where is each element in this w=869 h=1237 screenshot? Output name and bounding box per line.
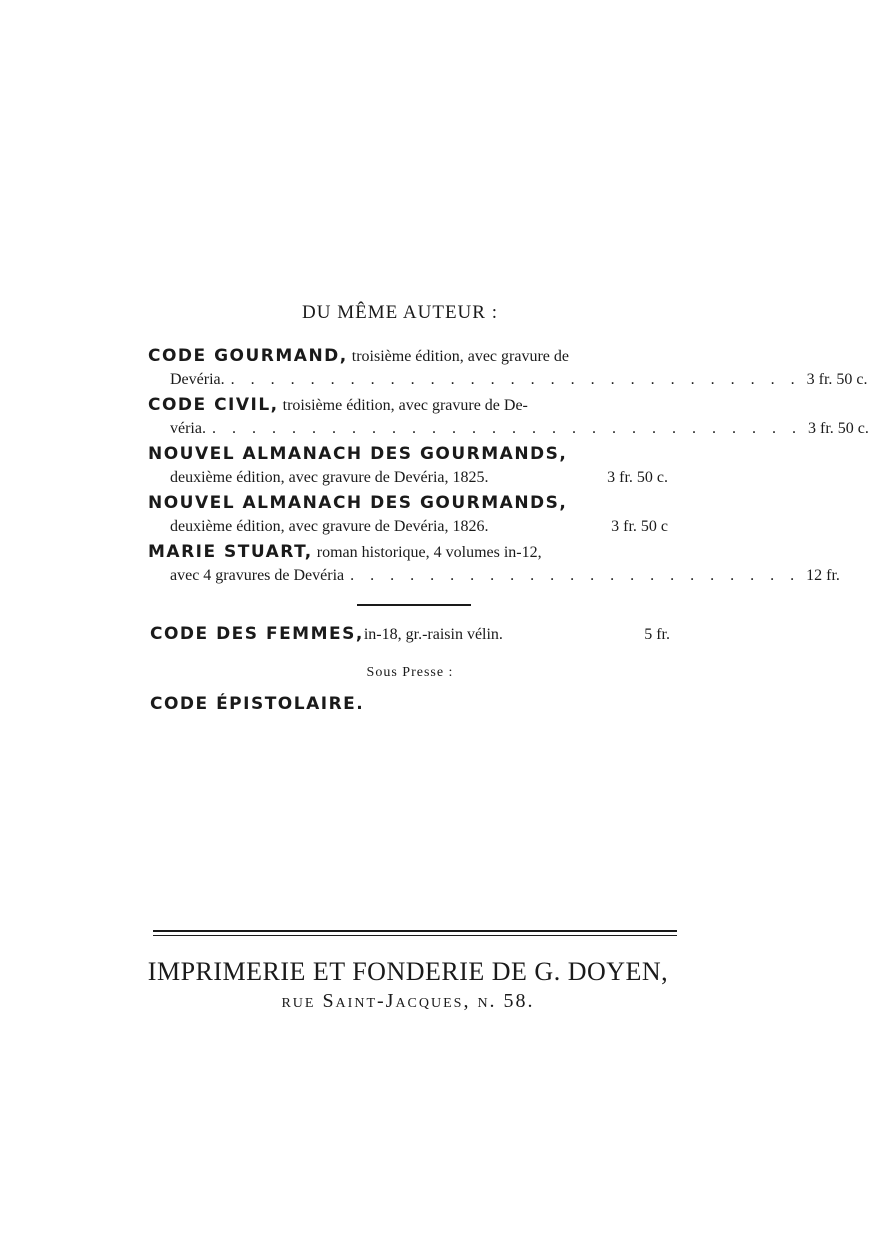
catalog-entry — [148, 443, 668, 489]
catalog-entry — [148, 541, 840, 587]
short-divider — [357, 604, 471, 606]
catalog-list — [148, 345, 869, 590]
entry-continuation: deuxième édition, avec gravure de Devéria, 1825. — [170, 469, 489, 486]
entry-title: NOUVEL ALMANACH DES GOURMANDS, — [148, 444, 568, 464]
dot-leader: . . . . . . . . . . . . . . . . . . . . . . . . . . . . . — [230, 371, 801, 388]
entry-title: CODE CIVIL, — [148, 395, 279, 415]
forthcoming-title: CODE ÉPISTOLAIRE. — [150, 694, 365, 714]
entry-continuation: avec 4 gravures de Devéria — [170, 567, 345, 584]
entry-title: MARIE STUART, — [148, 542, 313, 562]
entry-description: in-18, gr.-raisin vélin. — [363, 626, 503, 643]
entry-description: troisième édition, avec gravure de — [347, 348, 569, 365]
entry-title: NOUVEL ALMANACH DES GOURMANDS, — [148, 493, 568, 513]
catalog-entry — [148, 394, 869, 440]
entry-description: troisième édition, avec gravure de De- — [278, 397, 528, 414]
entry-description: roman historique, 4 volumes in-12, — [312, 544, 542, 561]
entry-continuation: deuxième édition, avec gravure de Devéria, 1826. — [170, 518, 489, 535]
entry-price: 3 fr. 50 c. — [807, 420, 869, 437]
sous-presse-label: Sous Presse : — [366, 665, 454, 680]
entry-title: CODE DES FEMMES, — [150, 624, 364, 644]
entry-continuation: Devéria. — [170, 371, 225, 388]
catalog-entry — [148, 345, 868, 391]
printer-address: rue Saint-Jacques, n. 58. — [281, 990, 535, 1012]
entry-title: CODE GOURMAND, — [148, 346, 348, 366]
entry-price: 5 fr. — [644, 626, 670, 643]
entry-continuation: véria. — [170, 420, 206, 437]
printer-imprint: IMPRIMERIE ET FONDERIE DE G. DOYEN, — [147, 957, 669, 986]
footer-rule-thin — [153, 935, 677, 936]
entry-price: 3 fr. 50 c. — [607, 469, 668, 486]
entry-price: 3 fr. 50 c — [611, 518, 668, 535]
catalog-entry — [148, 492, 668, 538]
entry-price: 12 fr. — [806, 567, 840, 584]
section-heading: DU MÊME AUTEUR : — [302, 302, 498, 323]
dot-leader: . . . . . . . . . . . . . . . . . . . . . . . . . . . . . . — [211, 420, 802, 437]
entry-price: 3 fr. 50 c. — [806, 371, 868, 388]
catalog-entry-femmes — [150, 624, 670, 644]
footer-rule-thick — [153, 930, 677, 932]
dot-leader: . . . . . . . . . . . . . . . . . . . . . . . — [350, 567, 801, 584]
